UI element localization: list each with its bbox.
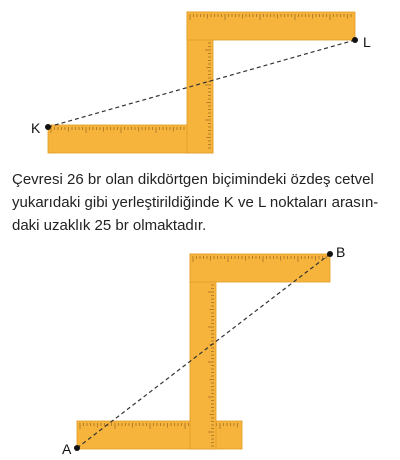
- problem-text-line-3: daki uzaklık 25 br olmaktadır.: [12, 217, 207, 234]
- point-a-label: A: [62, 441, 72, 457]
- rulers-top: [48, 12, 355, 153]
- ruler-top-upper-horizontal: [187, 12, 355, 40]
- rulers-bottom: [77, 254, 330, 449]
- ruler-bottom-lower-horizontal: [77, 421, 242, 449]
- point-k-dot: [45, 124, 51, 130]
- point-l-label: L: [363, 34, 371, 50]
- point-k-label: K: [31, 120, 41, 136]
- ruler-bottom-upper-horizontal: [190, 254, 330, 282]
- point-a-dot: [74, 445, 80, 451]
- point-b-dot: [327, 251, 333, 257]
- ruler-bottom-vertical: [190, 254, 216, 449]
- point-l-dot: [352, 37, 358, 43]
- point-b-label: B: [336, 244, 346, 260]
- problem-text-line-1: Çevresi 26 br olan dikdörtgen biçimindeki özdeş cetvel: [12, 171, 374, 188]
- problem-text: [12, 168, 390, 237]
- figure-bottom: [0, 240, 400, 460]
- problem-text-line-2: yukarıdaki gibi yerleştirildiğinde K ve L noktaları arasın-: [12, 194, 379, 211]
- figure-top: [0, 0, 400, 160]
